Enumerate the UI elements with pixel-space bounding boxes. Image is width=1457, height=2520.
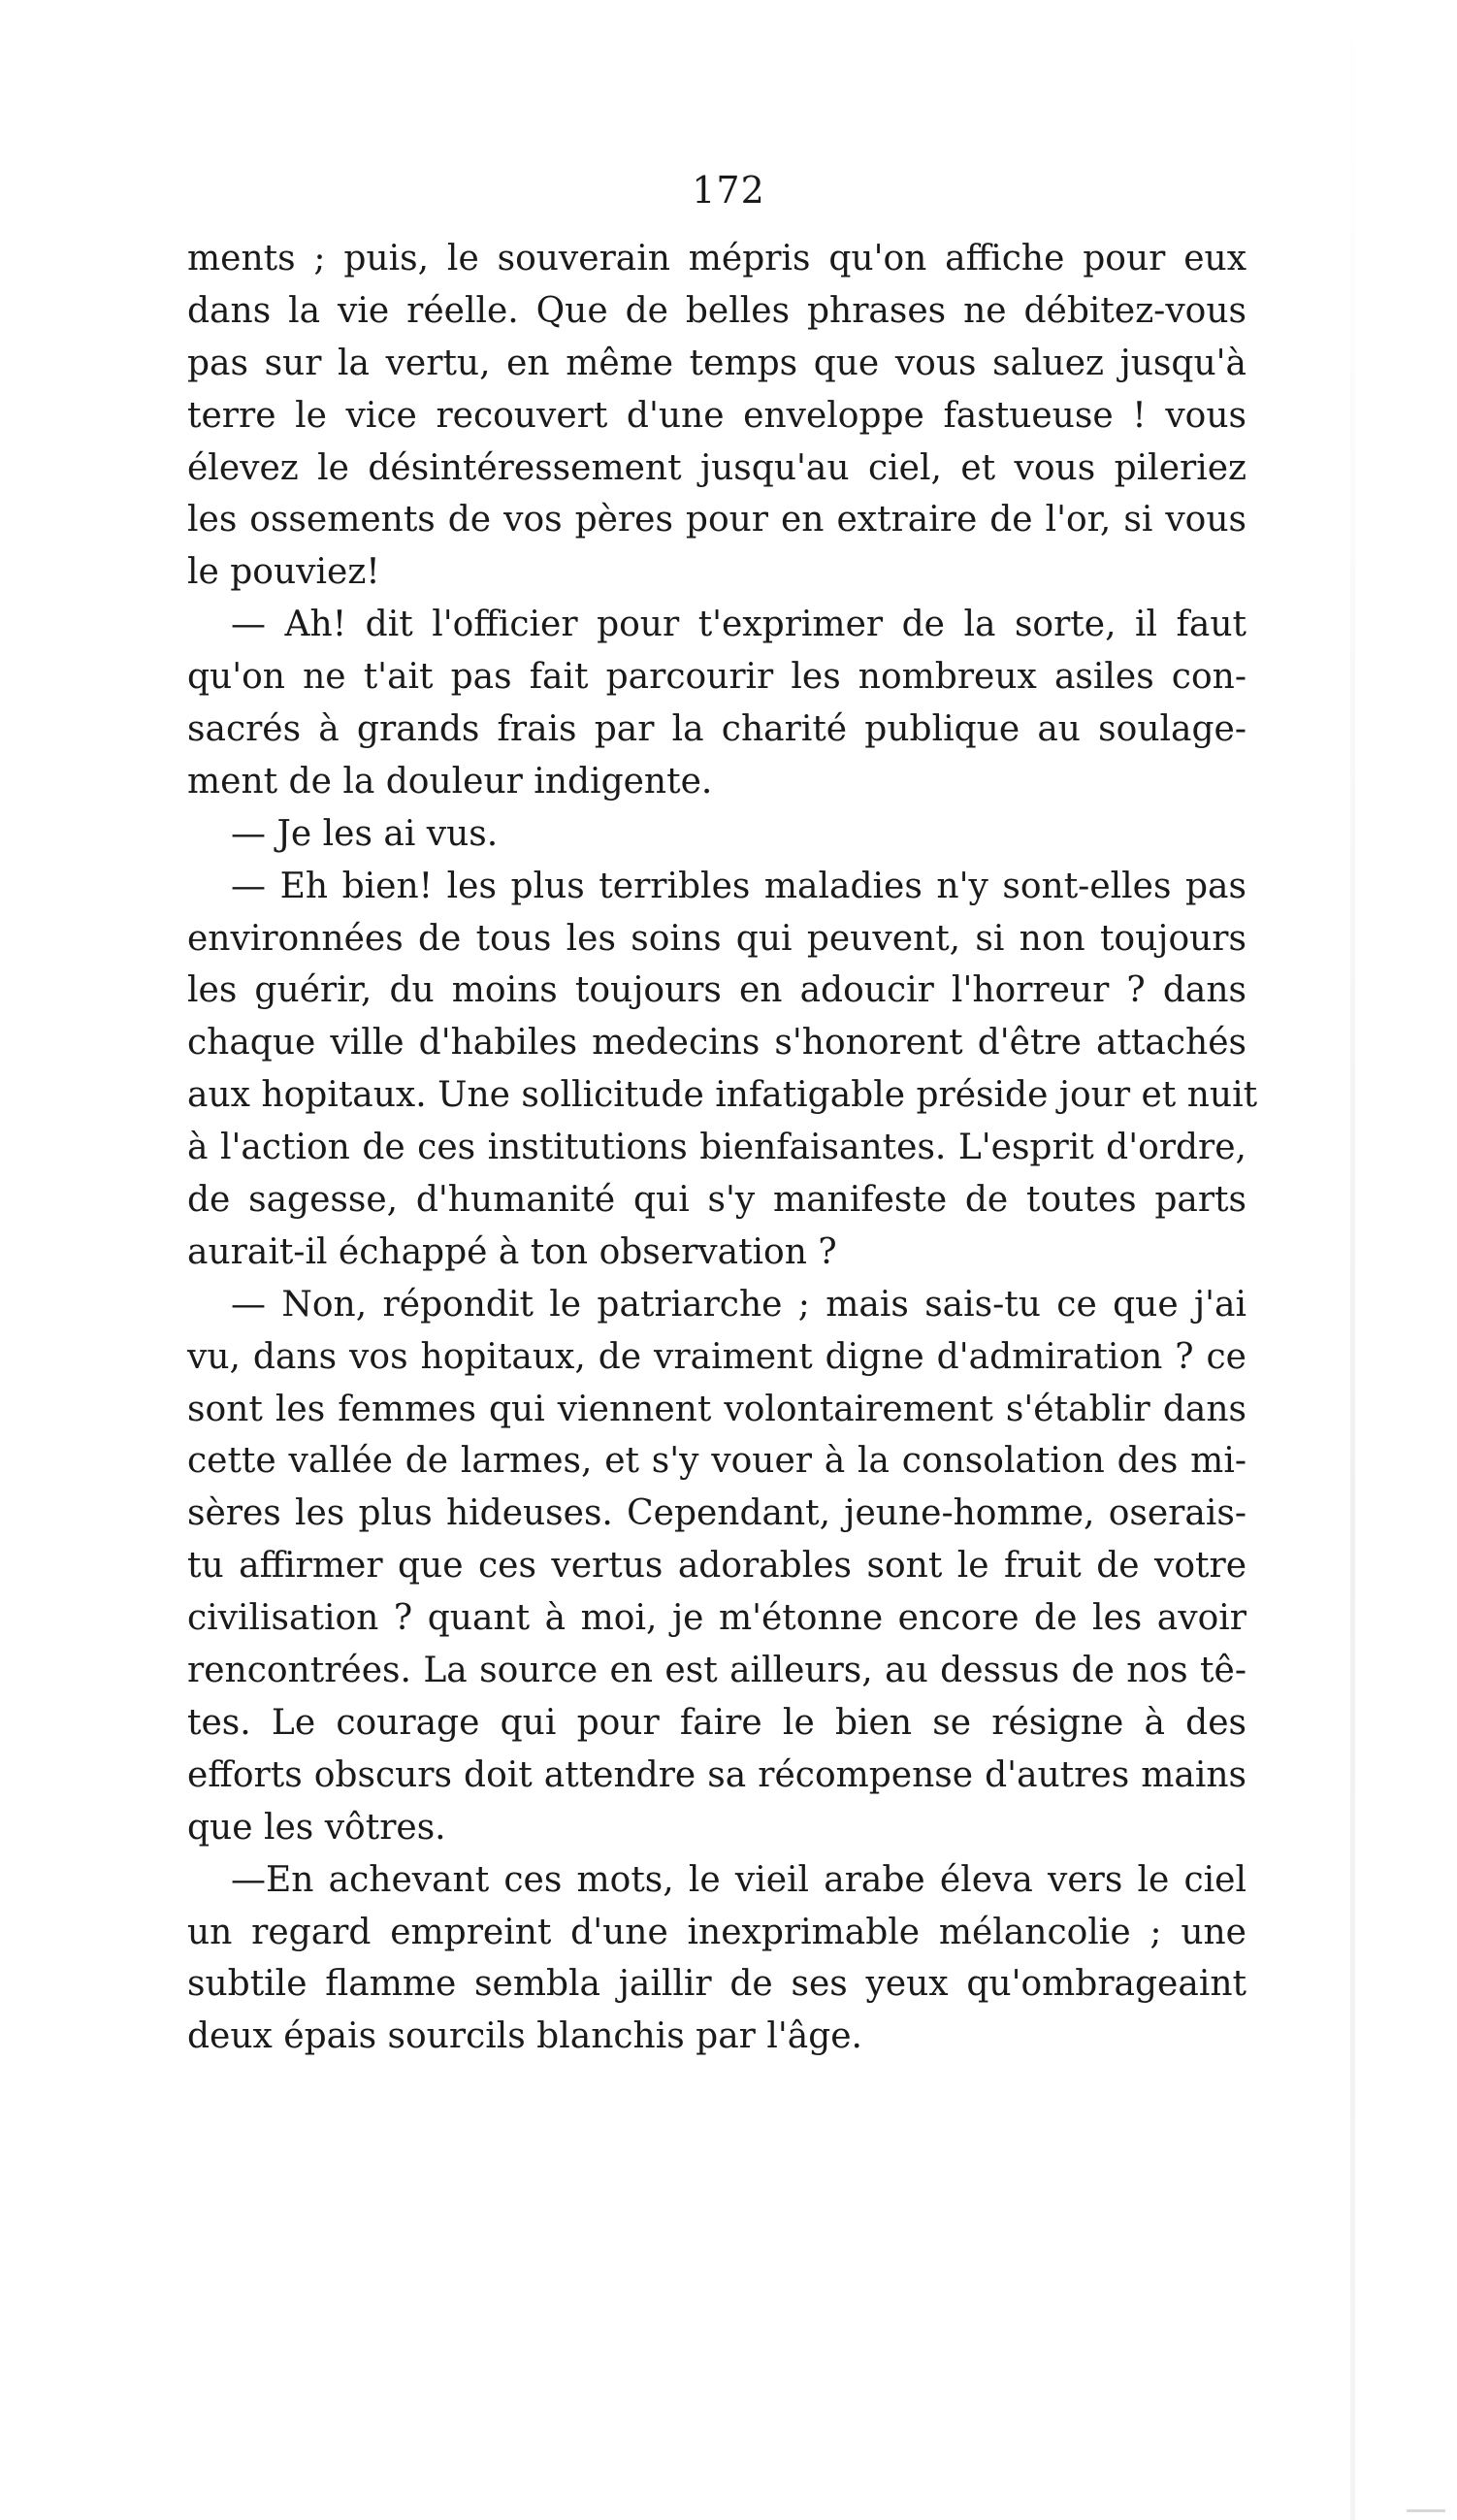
paragraph (187, 861, 1258, 1279)
text-line: à l'action de ces institutions bienfaisantes. L'esprit d'ordre, (187, 1128, 1247, 1168)
paragraph (187, 1279, 1247, 1854)
text-line: civilisation ? quant à moi, je m'étonne encore de les avoir (187, 1598, 1247, 1639)
corner-mark (1407, 2509, 1445, 2512)
text-line: rencontrées. La source en est ailleurs, au dessus de nos tê- (187, 1651, 1247, 1691)
text-line: — Eh bien! les plus terribles maladies n'y sont-elles pas (231, 866, 1247, 906)
text-line: efforts obscurs doit attendre sa récompense d'autres mains (187, 1754, 1247, 1795)
page-number: 172 (692, 169, 765, 212)
text-line: chaque ville d'habiles medecins s'honorent d'être attachés (187, 1023, 1247, 1064)
page-edge-stain (1350, 0, 1355, 2520)
text-line: — Non, répondit le patriarche ; mais sais-tu ce que j'ai (231, 1284, 1247, 1325)
text-line: deux épais sourcils blanchis par l'âge. (187, 2016, 862, 2057)
text-line: aurait-il échappé à ton observation ? (187, 1231, 837, 1272)
paragraph (187, 808, 1247, 861)
paragraph (187, 233, 1247, 599)
text-line: vu, dans vos hopitaux, de vraiment digne d'admiration ? ce (187, 1336, 1247, 1377)
text-line: dans la vie réelle. Que de belles phrases ne débitez-vous (187, 290, 1247, 331)
paragraph (187, 1854, 1247, 2064)
text-line: — Ah! dit l'officier pour t'exprimer de la sorte, il faut (231, 605, 1247, 645)
text-line: terre le vice recouvert d'une enveloppe fastueuse ! vous (187, 395, 1247, 436)
text-line: sacrés à grands frais par la charité publique au soulage- (187, 709, 1247, 750)
text-line: ments ; puis, le souverain mépris qu'on affiche pour eux (187, 239, 1247, 278)
text-line: pas sur la vertu, en même temps que vous saluez jusqu'à (187, 343, 1247, 383)
text-line: un regard empreint d'une inexprimable mélancolie ; une (187, 1912, 1247, 1952)
text-line: — Je les ai vus. (231, 813, 499, 854)
text-line: sont les femmes qui viennent volontairement s'établir dans (187, 1389, 1247, 1429)
text-line: que les vôtres. (187, 1807, 446, 1848)
paragraph (187, 599, 1247, 808)
text-line: les ossements de vos pères pour en extraire de l'or, si vous (187, 500, 1247, 540)
text-line: aux hopitaux. Une sollicitude infatigable préside jour et nuit (187, 1075, 1258, 1116)
text-line: tu affirmer que ces vertus adorables sont le fruit de votre (187, 1546, 1247, 1587)
body-text (187, 233, 1258, 2063)
text-line: qu'on ne t'ait pas fait parcourir les nombreux asiles con- (187, 657, 1247, 698)
text-line: subtile flamme sembla jaillir de ses yeux qu'ombrageaint (187, 1964, 1247, 2005)
text-line: tes. Le courage qui pour faire le bien se résigne à des (187, 1702, 1247, 1743)
text-line: sères les plus hideuses. Cependant, jeune-homme, oserais- (187, 1493, 1247, 1534)
text-line: environnées de tous les soins qui peuvent, si non toujours (187, 918, 1247, 959)
text-line: cette vallée de larmes, et s'y vouer à la consolation des mi- (187, 1441, 1247, 1482)
text-line: ment de la douleur indigente. (187, 761, 713, 802)
text-line: —En achevant ces mots, le vieil arabe éleva vers le ciel (231, 1859, 1247, 1900)
text-line: les guérir, du moins toujours en adoucir l'horreur ? dans (187, 970, 1247, 1011)
text-line: élevez le désintéressement jusqu'au ciel, et vous pileriez (187, 447, 1247, 488)
text-line: le pouviez! (187, 552, 380, 593)
text-line: de sagesse, d'humanité qui s'y manifeste de toutes parts (187, 1180, 1247, 1221)
